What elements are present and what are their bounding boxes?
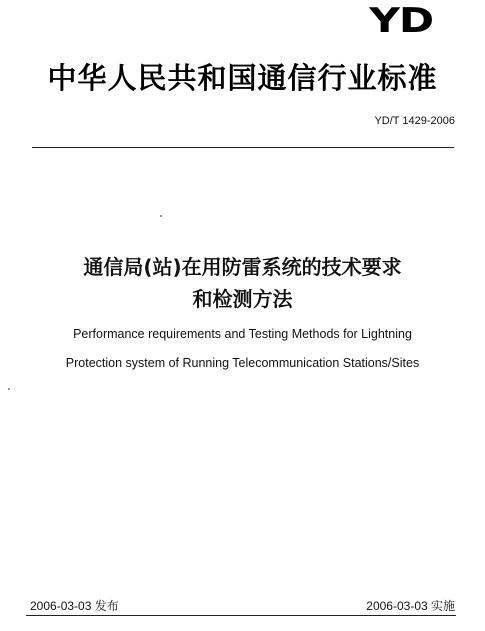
- scan-speck: [160, 215, 162, 217]
- chinese-title-line-2: 和检测方法: [192, 287, 293, 311]
- industry-standard-title: 中华人民共和国通信行业标准: [47, 61, 438, 95]
- standard-number: YD/T 1429-2006: [374, 115, 455, 127]
- english-title-line-2: Protection system of Running Telecommunication Stations/Sites: [65, 356, 420, 370]
- implementation-date: 2006-03-03 实施: [366, 599, 455, 613]
- chinese-title-line-1: 通信局(站)在用防雷系统的技术要求: [83, 255, 402, 279]
- yd-logo: YD: [369, 1, 433, 41]
- issue-date: 2006-03-03 发布: [30, 599, 119, 613]
- english-title-line-1: Performance requirements and Testing Methods for Lightning: [73, 327, 412, 341]
- scan-speck: [8, 388, 10, 390]
- footer-divider: [26, 615, 456, 616]
- header-divider: [32, 147, 454, 148]
